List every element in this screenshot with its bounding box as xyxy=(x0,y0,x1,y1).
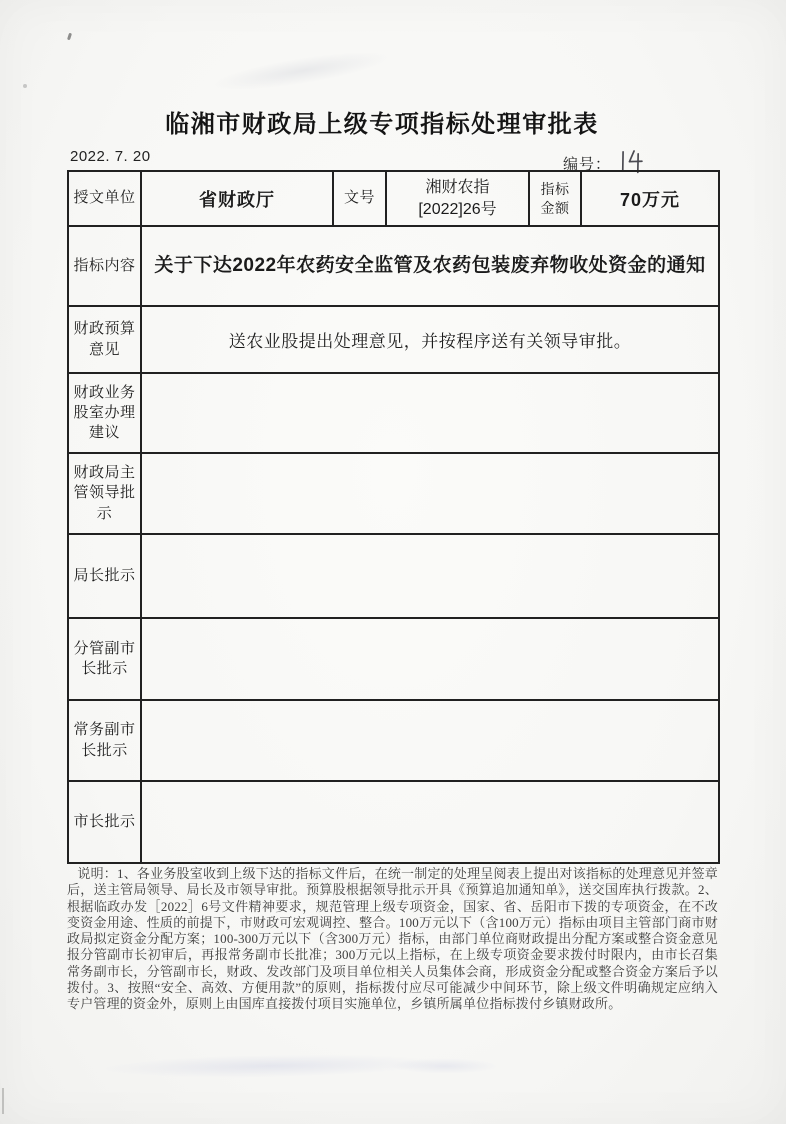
budget-opinion-value: 送农业股提出处理意见，并按程序送有关领导审批。 xyxy=(141,306,719,373)
approval-form-table xyxy=(67,170,720,864)
notes-text: 说明：1、各业务股室收到上级下达的指标文件后，在统一制定的处理呈阅表上提出对该指标的处理意见并签章后，送主管局领导、局长及市领导审批。预算股根据领导批示开具《预算追加通知单》，送交国库执行拨款。2、根据临政办发［2022］6号文件精神要求，规范管理上级专项资金，国家、省、岳阳市下拨的专项资金，在不改变资金用途、性质的前提下，市财政可宏观调控、整合。100万元以下（含100万元）指标由项目主管部门商市财政局拟定资金分配方案；100-300万元以下（含300万元）指标，由部门单位商财政提出分配方案或整合资金意见报分管副市长初审后，再报常务副市长批准；300万元以上指标，在上级专项资金要求拨付时限内，由市长召集常务副市长，分管副市长，财政、发改部门及项目单位相关人员集体会商，形成资金分配或整合资金方案后予以拨付。3、按照“安全、高效、方便用款”的原则，指标拨付应尽可能减少中间环节，除上级文件明确规定应纳入专户管理的资金外，原则上由国库直接拨付项目实施单位，乡镇所属单位指标拨付乡镇财政所。 xyxy=(67,866,718,1012)
amount-label xyxy=(529,171,581,226)
dept-suggestion-value xyxy=(141,373,719,453)
authorizing-unit-label: 授文单位 xyxy=(68,171,141,226)
document-title: 临湘市财政局上级专项指标处理审批表 xyxy=(165,111,599,138)
dept-suggestion-label: 财政业务股室办理建议 xyxy=(68,373,141,453)
table-row-deputy-mayor xyxy=(68,618,719,700)
table-row-indicator-content xyxy=(68,226,719,306)
deputy-mayor-value xyxy=(141,618,719,700)
executive-deputy-mayor-value xyxy=(141,700,719,781)
table-row-bureau-leader xyxy=(68,453,719,534)
bureau-leader-label: 财政局主管领导批示 xyxy=(68,453,141,534)
doc-number-label: 文号 xyxy=(333,171,386,226)
indicator-content-value: 关于下达2022年农药安全监管及农药包装废弃物收处资金的通知 xyxy=(141,226,719,306)
scan-speck xyxy=(67,33,72,41)
doc-number-value xyxy=(386,171,529,226)
scan-smudge xyxy=(390,1058,500,1074)
director-label: 局长批示 xyxy=(68,534,141,618)
serial-value-text xyxy=(651,147,652,148)
amount-label-line2: 金额 xyxy=(540,199,570,216)
table-row-dept-suggestion xyxy=(68,373,719,453)
table-row-header xyxy=(68,171,719,226)
mayor-value xyxy=(141,781,719,863)
executive-deputy-mayor-label: 常务副市长批示 xyxy=(68,700,141,781)
doc-number-line1: 湘财农指 xyxy=(425,178,490,196)
amount-label-line1: 指标 xyxy=(540,181,570,198)
meta-row xyxy=(67,146,718,173)
doc-number-line2: [2022]26号 xyxy=(418,200,497,218)
table-row-budget-opinion xyxy=(68,306,719,373)
indicator-content-label: 指标内容 xyxy=(68,226,141,306)
scan-edge-mark xyxy=(2,1088,4,1114)
document-date: 2022. 7. 20 xyxy=(70,148,151,165)
table-row-director xyxy=(68,534,719,618)
table-row-mayor xyxy=(68,781,719,863)
bureau-leader-value xyxy=(141,453,719,534)
deputy-mayor-label: 分管副市长批示 xyxy=(68,618,141,700)
budget-opinion-label: 财政预算意见 xyxy=(68,306,141,373)
director-value xyxy=(141,534,719,618)
scan-smudge xyxy=(105,1052,435,1080)
mayor-label: 市长批示 xyxy=(68,781,141,863)
scan-smudge xyxy=(211,44,393,98)
table-row-executive-deputy-mayor xyxy=(68,700,719,781)
scan-speck xyxy=(23,84,27,88)
amount-value: 70万元 xyxy=(581,171,719,226)
serial-label: 编号： xyxy=(563,156,612,173)
authorizing-unit-value: 省财政厅 xyxy=(141,171,333,226)
